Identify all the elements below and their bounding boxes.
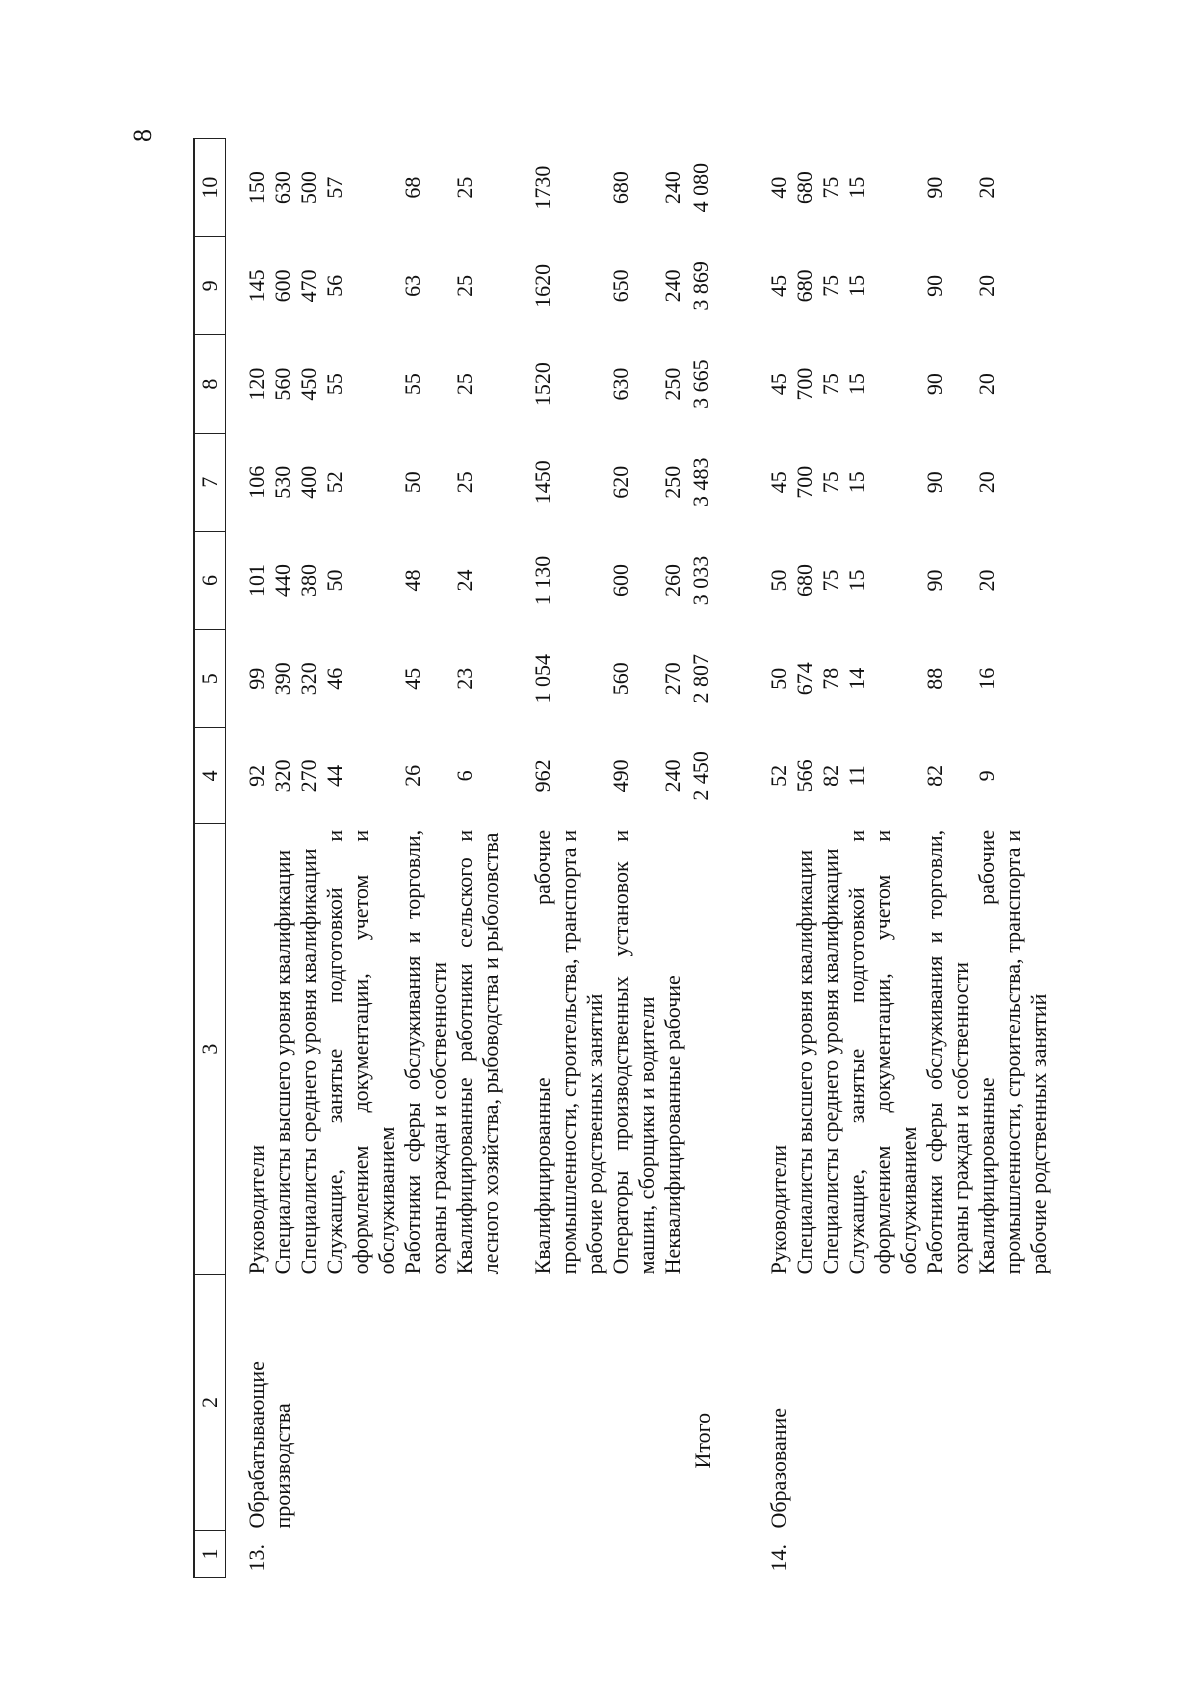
value-cell: 63: [400, 274, 425, 297]
value-column-6: [226, 531, 717, 629]
value-cell: 24: [452, 569, 477, 592]
value-cell: 240: [660, 269, 685, 303]
total-value-cell: 3 869: [688, 261, 713, 311]
value-cell: 75: [818, 373, 843, 396]
value-cell: 600: [608, 564, 633, 597]
total-value-cell: 3 665: [688, 359, 713, 409]
occupation-category: Руководители: [766, 1144, 791, 1275]
value-cell: 390: [270, 662, 295, 696]
value-column-4: [226, 728, 717, 824]
table-section-row: [226, 139, 717, 1578]
section-number: 13.: [244, 1544, 269, 1572]
value-cell: 45: [766, 373, 791, 396]
value-cell: 78: [818, 667, 843, 690]
value-cell: 57: [322, 176, 347, 199]
column-header-5: 5: [194, 630, 226, 728]
value-cell: 560: [270, 367, 295, 401]
value-cell: 700: [792, 367, 817, 401]
sector-cell: [748, 1274, 1052, 1530]
value-column-10: [226, 139, 717, 237]
value-cell: 120: [244, 367, 269, 401]
value-cell: 15: [844, 373, 869, 396]
value-cell: 490: [608, 759, 633, 793]
column-header-3: 3: [194, 824, 226, 1274]
value-cell: 1450: [530, 460, 555, 505]
value-cell: 55: [322, 373, 347, 396]
value-cell: 320: [270, 759, 295, 793]
value-cell: 1730: [530, 165, 555, 210]
value-cell: 20: [974, 274, 999, 297]
value-cell: 26: [400, 764, 425, 787]
value-cell: 90: [922, 176, 947, 199]
value-cell: 15: [844, 569, 869, 592]
value-cell: 270: [660, 662, 685, 696]
value-column-9: [748, 237, 1052, 335]
value-cell: 50: [766, 569, 791, 592]
value-cell: 106: [244, 465, 269, 499]
value-column-5: [748, 630, 1052, 728]
value-cell: 260: [660, 564, 685, 597]
category-cell: [226, 824, 717, 1274]
value-cell: 1 130: [530, 555, 555, 606]
table-section-row: [748, 139, 1052, 1578]
occupation-category: Квалифицированные рабочие промышленности, строительства, транспорта и рабочие родственных занятий: [974, 829, 1051, 1275]
value-cell: 50: [322, 569, 347, 592]
occupation-category: Специалисты среднего уровня квалификации: [296, 848, 321, 1275]
value-cell: 90: [922, 569, 947, 592]
value-column-4: [748, 728, 1052, 824]
total-value-cell: 2 807: [688, 653, 713, 704]
occupation-category: Служащие, занятые подготовкой и оформлением документации, учетом и обслуживанием: [322, 829, 399, 1275]
occupation-category: Работники сферы обслуживания и торговли, охраны граждан и собственности: [922, 829, 973, 1275]
value-cell: 46: [322, 667, 347, 690]
occupation-category: Руководители: [244, 1144, 269, 1275]
value-cell: 650: [608, 269, 633, 303]
value-cell: 52: [322, 471, 347, 494]
value-cell: 75: [818, 176, 843, 199]
occupation-category: Специалисты высшего уровня квалификации: [792, 849, 817, 1275]
value-cell: 75: [818, 569, 843, 592]
value-cell: 11: [844, 765, 869, 787]
value-cell: 566: [792, 759, 817, 793]
value-cell: 674: [792, 662, 817, 696]
value-cell: 700: [792, 465, 817, 499]
value-cell: 400: [296, 465, 321, 499]
sector-spacer: [296, 1274, 688, 1528]
value-cell: 380: [296, 564, 321, 597]
value-cell: 82: [922, 764, 947, 787]
value-cell: 500: [296, 171, 321, 205]
table-body: [226, 139, 1053, 1578]
value-cell: 320: [296, 662, 321, 696]
value-cell: 90: [922, 373, 947, 396]
value-cell: 15: [844, 471, 869, 494]
value-cell: 240: [660, 171, 685, 205]
value-cell: 25: [452, 274, 477, 297]
section-number: 14.: [766, 1544, 791, 1572]
sector-name: Обрабатывающие производства: [244, 1361, 295, 1529]
column-header-1: 1: [194, 1531, 226, 1578]
occupation-category: Неквалифицированные рабочие: [660, 975, 685, 1275]
value-column-8: [226, 335, 717, 433]
total-value-cell: 3 033: [688, 555, 713, 606]
occupation-category: Специалисты среднего уровня квалификации: [818, 848, 843, 1275]
value-cell: 630: [608, 367, 633, 401]
occupation-category: Квалифицированные рабочие промышленности, строительства, транспорта и рабочие родственных занятий: [530, 829, 607, 1275]
value-cell: 45: [400, 667, 425, 690]
value-cell: 25: [452, 176, 477, 199]
value-cell: 101: [244, 564, 269, 597]
value-cell: 962: [530, 759, 555, 793]
column-header-4: 4: [194, 728, 226, 824]
value-cell: 55: [400, 373, 425, 396]
section-gap-cell: [716, 139, 748, 1578]
value-cell: 88: [922, 667, 947, 690]
value-cell: 25: [452, 373, 477, 396]
value-column-7: [748, 433, 1052, 531]
value-cell: 620: [608, 465, 633, 499]
occupation-category: Специалисты высшего уровня квалификации: [270, 849, 295, 1275]
value-cell: 20: [974, 373, 999, 396]
value-cell: 250: [660, 367, 685, 401]
column-number-header-row: [194, 139, 226, 1578]
value-cell: 40: [766, 176, 791, 199]
value-cell: 560: [608, 662, 633, 696]
value-cell: 75: [818, 471, 843, 494]
value-cell: 15: [844, 274, 869, 297]
value-cell: 25: [452, 471, 477, 494]
page-number: 8: [128, 129, 157, 142]
occupation-category: Операторы производственных установок и машин, сборщики и водители: [608, 829, 659, 1275]
occupation-category: Квалифицированные работники сельского и лесного хозяйства, рыбоводства и рыболовства: [452, 829, 503, 1275]
value-cell: 1620: [530, 263, 555, 308]
value-cell: 6: [452, 770, 477, 782]
value-cell: 145: [244, 269, 269, 303]
column-header-6: 6: [194, 531, 226, 629]
value-column-7: [226, 433, 717, 531]
value-cell: 250: [660, 465, 685, 499]
value-cell: 20: [974, 569, 999, 592]
value-cell: 50: [766, 667, 791, 690]
total-value-cell: 4 080: [688, 162, 713, 213]
value-cell: 44: [322, 764, 347, 787]
value-cell: 52: [766, 764, 791, 787]
value-cell: 9: [974, 770, 999, 782]
value-cell: 450: [296, 367, 321, 401]
value-cell: 45: [766, 471, 791, 494]
total-label: Итого: [690, 1412, 715, 1469]
sector-name: Образование: [766, 1407, 791, 1529]
value-cell: 20: [974, 176, 999, 199]
value-column-10: [748, 139, 1052, 237]
occupation-category: Служащие, занятые подготовкой и оформлением документации, учетом и обслуживанием: [844, 829, 921, 1275]
value-cell: 92: [244, 764, 269, 787]
value-cell: 530: [270, 465, 295, 499]
value-cell: 240: [660, 759, 685, 793]
value-cell: 99: [244, 667, 269, 690]
value-cell: 16: [974, 667, 999, 690]
column-header-2: 2: [194, 1274, 226, 1530]
value-cell: 23: [452, 667, 477, 690]
value-cell: 45: [766, 274, 791, 297]
column-header-7: 7: [194, 433, 226, 531]
value-cell: 68: [400, 176, 425, 199]
value-cell: 680: [792, 171, 817, 205]
value-cell: 90: [922, 274, 947, 297]
section-number-cell: [748, 1531, 1052, 1578]
value-cell: 20: [974, 471, 999, 494]
value-column-5: [226, 630, 717, 728]
value-cell: 56: [322, 274, 347, 297]
category-cell: [748, 824, 1052, 1274]
value-column-8: [748, 335, 1052, 433]
value-cell: 680: [792, 564, 817, 597]
value-cell: 440: [270, 564, 295, 597]
value-cell: 48: [400, 569, 425, 592]
section-number-cell: [226, 1531, 717, 1578]
value-cell: 50: [400, 471, 425, 494]
sector-cell: [226, 1274, 717, 1530]
value-cell: 150: [244, 171, 269, 205]
value-column-9: [226, 237, 717, 335]
value-cell: 600: [270, 269, 295, 303]
value-cell: 15: [844, 176, 869, 199]
value-column-6: [748, 531, 1052, 629]
section-gap-row: [716, 139, 748, 1578]
value-cell: 680: [792, 269, 817, 303]
value-cell: 680: [608, 171, 633, 205]
value-cell: 270: [296, 759, 321, 793]
value-cell: 14: [844, 667, 869, 690]
column-header-9: 9: [194, 237, 226, 335]
occupation-category: Работники сферы обслуживания и торговли, охраны граждан и собственности: [400, 829, 451, 1275]
total-value-cell: 3 483: [688, 457, 713, 508]
value-cell: 75: [818, 274, 843, 297]
employment-forecast-table: [193, 138, 1052, 1578]
value-cell: 1 054: [530, 653, 555, 704]
value-cell: 1520: [530, 362, 555, 407]
rotated-table-sheet: [193, 138, 1063, 1578]
total-value-cell: 2 450: [688, 751, 713, 801]
value-cell: 82: [818, 764, 843, 787]
column-header-8: 8: [194, 335, 226, 433]
column-header-10: 10: [194, 139, 226, 237]
value-cell: 470: [296, 269, 321, 303]
value-cell: 90: [922, 471, 947, 494]
value-cell: 630: [270, 171, 295, 205]
